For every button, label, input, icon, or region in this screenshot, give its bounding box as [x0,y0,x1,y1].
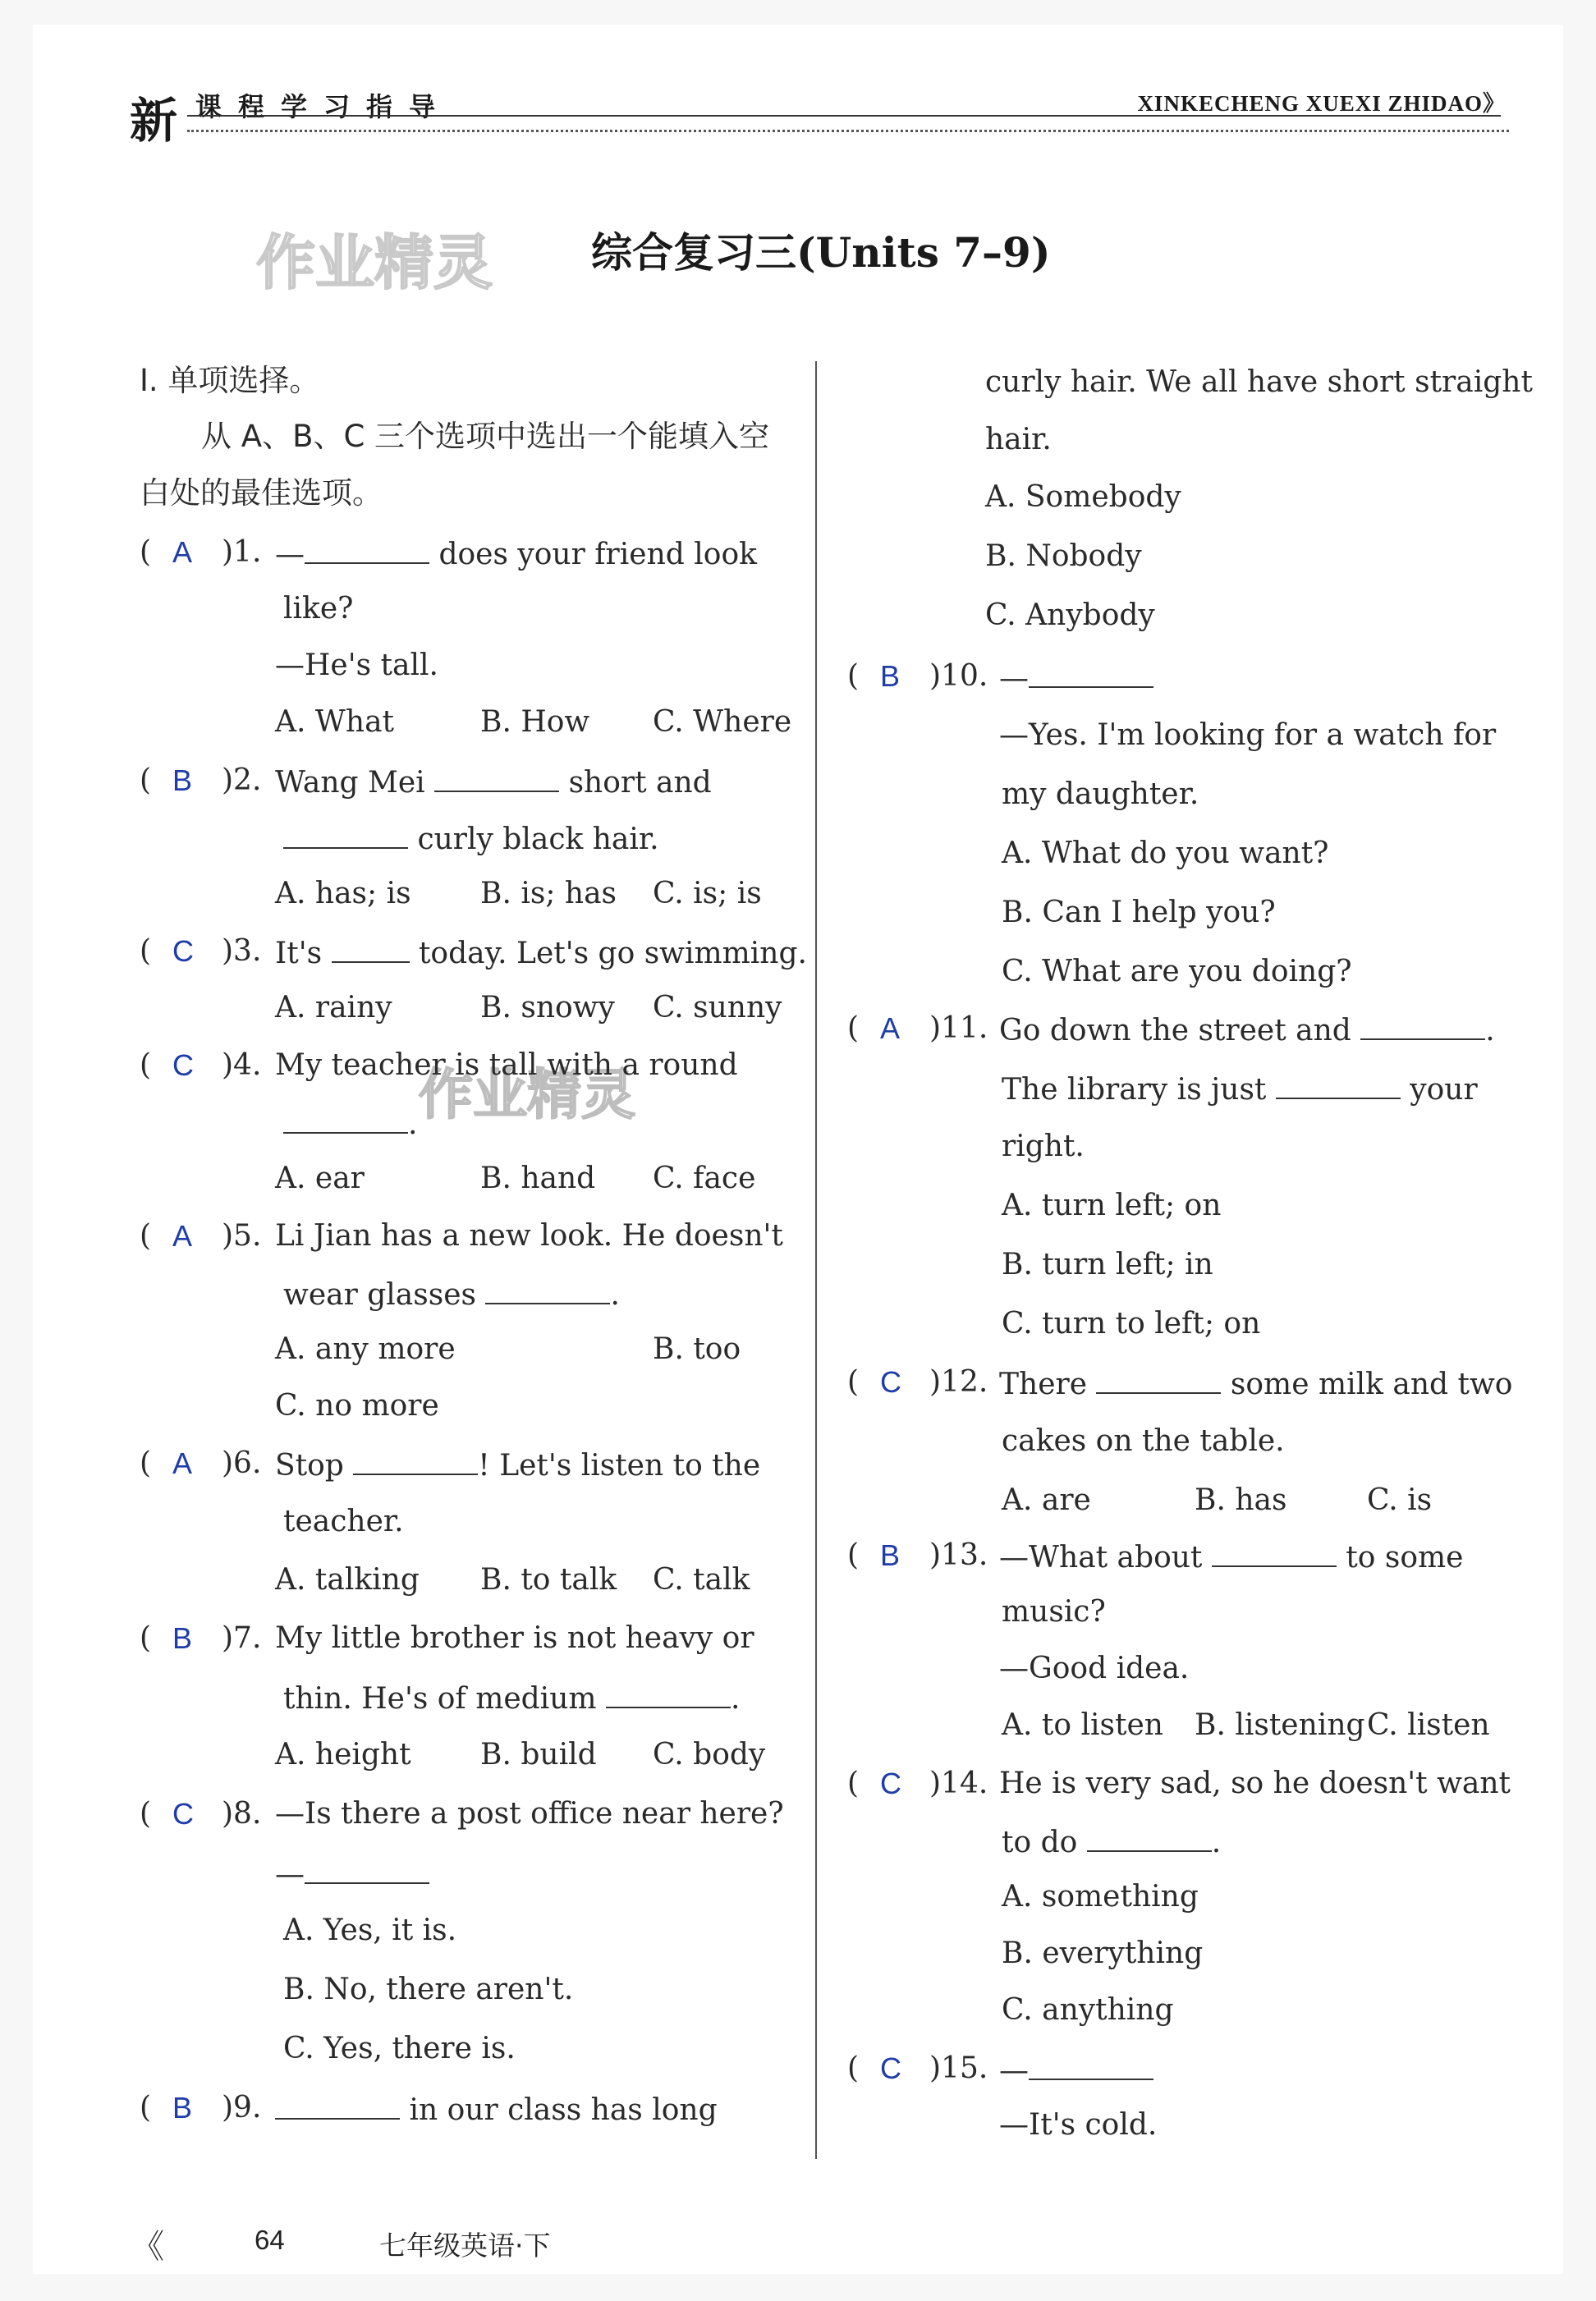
option: A. talking [275,1563,420,1597]
question-text: ! Let's listen to the [478,1449,761,1483]
option: A. height [275,1738,411,1772]
question-stem-line [275,1858,429,1890]
header-title-en-text: XINKECHENG XUEXI ZHIDAO [1137,91,1483,116]
answer-paren-open: ( [140,1621,152,1655]
option: A. Yes, it is. [283,1914,457,1947]
answer-paren-open: ( [140,1797,152,1831]
question-text: My teacher is tall with a round [275,1048,738,1082]
answer-letter: B [172,1621,193,1655]
option: B. snowy [480,991,615,1024]
option: B. is; has [480,877,617,910]
option: C. listen [1367,1708,1490,1742]
question-stem-line [1002,1826,1221,1858]
answer-paren-open: ( [847,1538,860,1572]
answer-paren-open: ( [847,1365,860,1399]
answer-letter: A [172,1446,193,1480]
question-stem-line [999,2054,1153,2086]
option: C. Yes, there is. [283,2032,516,2065]
option: C. What are you doing? [1002,955,1352,988]
answer-letter: B [172,2091,193,2125]
question-number: )8. [222,1797,262,1831]
question-text: My little brother is not heavy or [275,1621,754,1655]
question-text: Wang Mei [275,766,435,800]
question-stem-line [275,1048,738,1082]
option: A. any more [275,1332,456,1366]
option: A. to listen [1002,1708,1163,1742]
answer-paren-open: ( [847,1767,860,1800]
option: B. too [653,1332,741,1366]
answer-letter: C [880,2051,901,2085]
question-text: . [610,1278,620,1312]
answer-blank [1029,2054,1153,2080]
question-text: teacher. [283,1505,404,1538]
option: A. What do you want? [1002,837,1329,870]
question-text: The library is just [1002,1073,1276,1107]
question-text: like? [283,592,354,626]
answer-blank [606,1682,731,1708]
option: A. are [1002,1483,1091,1517]
question-stem-line [999,1368,1512,1400]
option: B. No, there aren't. [283,1973,574,2006]
question-text: —Yes. I'm looking for a watch for [999,718,1497,752]
question-text: Li Jian has a new look. He doesn't [275,1219,783,1253]
question-number: )14. [929,1767,988,1800]
option: B. hand [480,1162,596,1195]
question-text: wear glasses [283,1278,486,1312]
answer-blank [1087,1826,1212,1852]
answer-blank [353,1449,478,1475]
question-text: —He's tall. [275,649,438,682]
answer-letter: B [880,659,901,693]
header-title: 课程学习指导 [195,91,452,122]
question-text: It's [275,937,332,970]
question-text: — [275,1858,305,1891]
page-number: 64 [255,2225,285,2255]
answer-letter: B [880,1538,901,1572]
answer-blank [1360,1014,1485,1040]
question-text: your [1400,1073,1478,1107]
answer-paren-open: ( [140,1446,152,1480]
option: C. Where [653,705,792,739]
question-stem-line [999,1769,1511,1799]
question-text: in our class has long [400,2093,718,2127]
question-text: . [408,1107,418,1141]
question-text: Go down the street and [999,1014,1361,1047]
question-stem-line [275,1219,783,1253]
option: B. has [1195,1483,1287,1517]
answer-letter: C [172,1048,194,1082]
question-stem-line [1002,1424,1285,1458]
option: B. to talk [480,1563,617,1597]
option: C. face [653,1162,756,1195]
option: B. How [480,705,590,739]
option: C. talk [653,1563,750,1597]
question-stem-line [275,1621,754,1655]
question-number: )4. [222,1048,262,1082]
question-number: )10. [929,659,988,693]
option: B. Can I help you? [1002,896,1276,929]
option: A. has; is [275,877,411,910]
answer-blank [305,1858,429,1884]
answer-paren-open: ( [140,2091,152,2125]
answer-paren-open: ( [847,2051,860,2085]
question-stem-line [275,651,438,681]
answer-blank [485,1278,610,1304]
question-text: —What about [999,1541,1212,1574]
option: A. Somebody [985,480,1181,514]
question-text: —Good idea. [999,1652,1190,1685]
question-number: )13. [929,1538,988,1572]
answer-paren-open: ( [140,934,152,968]
question-stem-line [275,538,757,570]
option: C. turn to left; on [1002,1307,1261,1341]
question-stem-line [999,1014,1495,1046]
option: A. What [275,705,395,739]
question-text: He is very sad, so he doesn't want [999,1767,1511,1800]
question-text: music? [1002,1595,1106,1629]
question-text: —Is there a post office near here? [275,1797,784,1831]
option: A. rainy [275,991,392,1024]
option: C. is; is [653,877,762,910]
answer-blank [275,2093,400,2120]
book-title: 七年级英语·下 [379,2230,551,2262]
question-text: There [999,1368,1097,1401]
option: A. turn left; on [1002,1189,1222,1222]
answer-letter: A [172,1219,193,1253]
question-text: to some [1336,1541,1464,1574]
question-text: does your friend look [429,538,757,571]
answer-letter: A [880,1011,901,1045]
question-stem-line [999,718,1497,752]
question-text: cakes on the table. [1002,1424,1285,1458]
answer-letter: B [172,763,193,797]
option: B. Nobody [985,539,1142,573]
question-text: some milk and two [1221,1368,1513,1401]
question-stem-line [275,1449,760,1481]
option: C. Anybody [985,598,1155,632]
question-text: right. [1002,1130,1085,1163]
question-number: )9. [222,2091,262,2125]
section-instruction: 白处的最佳选项。 [140,475,383,511]
question-text: to do [1002,1826,1087,1859]
answer-blank [332,937,410,963]
question-number: )7. [222,1621,262,1655]
column-divider [815,361,817,2159]
question-text: . [1485,1014,1495,1047]
footer-arrow-icon: 《 [131,2228,164,2266]
answer-blank [1276,1073,1401,1099]
answer-paren-open: ( [847,659,860,693]
question-stem-line [283,823,659,855]
question-stem-line [275,766,712,798]
question-number: )5. [222,1219,262,1253]
option: C. sunny [653,991,782,1024]
question-number: )2. [222,763,262,797]
question-number: )1. [222,535,262,569]
question-stem-line [1002,1597,1106,1627]
question-number: )15. [929,2051,988,2085]
watermark-logo: 作业精灵 [419,1063,635,1126]
question-text: — [999,662,1029,695]
answer-letter: A [172,535,193,569]
answer-paren-open: ( [847,1011,860,1045]
answer-blank [1096,1368,1221,1394]
question-text: — [275,538,305,571]
question-text: —It's cold. [999,2108,1158,2142]
question-stem-line [1002,1132,1085,1162]
question-number: )6. [222,1446,262,1480]
answer-blank [1212,1541,1337,1567]
question-text: . [730,1682,741,1716]
question-number: )11. [929,1011,988,1045]
answer-paren-open: ( [140,535,152,569]
question-number: )12. [929,1365,988,1399]
question-stem-line [985,425,1052,455]
question-text: . [1211,1826,1222,1859]
question-stem-line [275,937,807,969]
header-title-en [1137,85,1506,117]
header-logo: 新 [130,93,178,149]
sheet [33,25,1563,2274]
answer-paren-open: ( [140,1219,152,1253]
header-arrows: 》 [1483,91,1506,116]
option: C. body [653,1738,766,1772]
option: C. no more [275,1389,439,1423]
question-stem-line [1002,777,1199,811]
question-text: curly black hair. [408,823,659,856]
question-stem-line [283,1107,417,1139]
answer-letter: C [172,1797,194,1831]
question-text: my daughter. [1002,777,1199,811]
option: A. something [1002,1880,1199,1914]
option: B. build [480,1738,597,1772]
question-text: today. Let's go swimming. [409,937,807,970]
question-text: short and [559,766,712,800]
question-stem-line [999,2108,1158,2142]
section-instruction: 从 A、B、C 三个选项中选出一个能填入空 [201,419,770,454]
question-stem-line [283,594,353,624]
answer-blank [305,538,429,564]
answer-blank [283,823,408,849]
header-dotted-rule [187,130,1509,132]
question-text: curly hair. We all have short straight [985,365,1533,399]
watermark-logo: 作业精灵 [256,228,493,297]
question-number: )3. [222,934,262,968]
answer-letter: C [172,934,194,968]
page-title: 综合复习三(Units 7–9) [591,228,1051,277]
question-text: thin. He's of medium [283,1682,606,1716]
answer-blank [283,1107,408,1134]
question-stem-line [275,1799,784,1829]
answer-blank [1029,662,1153,688]
answer-paren-open: ( [140,1048,152,1082]
question-stem-line [283,1278,620,1310]
question-stem-line [999,662,1153,694]
question-stem-line [999,1654,1189,1684]
option: B. listening [1195,1708,1365,1742]
question-stem-line [283,1507,404,1537]
answer-letter: C [880,1767,901,1800]
answer-letter: C [880,1365,901,1399]
section-heading: Ⅰ. 单项选择。 [140,363,320,398]
option: B. everything [1002,1937,1204,1970]
answer-paren-open: ( [140,763,152,797]
question-stem-line [985,365,1533,399]
question-stem-line [283,1682,740,1714]
question-text: Stop [275,1449,354,1483]
answer-blank [434,766,559,792]
question-stem-line [999,1541,1463,1573]
option: C. is [1367,1483,1433,1517]
question-stem-line [1002,1073,1478,1105]
option: C. anything [1002,1993,1174,2027]
question-text: — [999,2054,1029,2088]
option: A. ear [275,1162,365,1195]
question-stem-line [275,2093,718,2125]
question-text: hair. [985,423,1052,456]
header-rule [187,115,1501,117]
option: B. turn left; in [1002,1248,1213,1281]
